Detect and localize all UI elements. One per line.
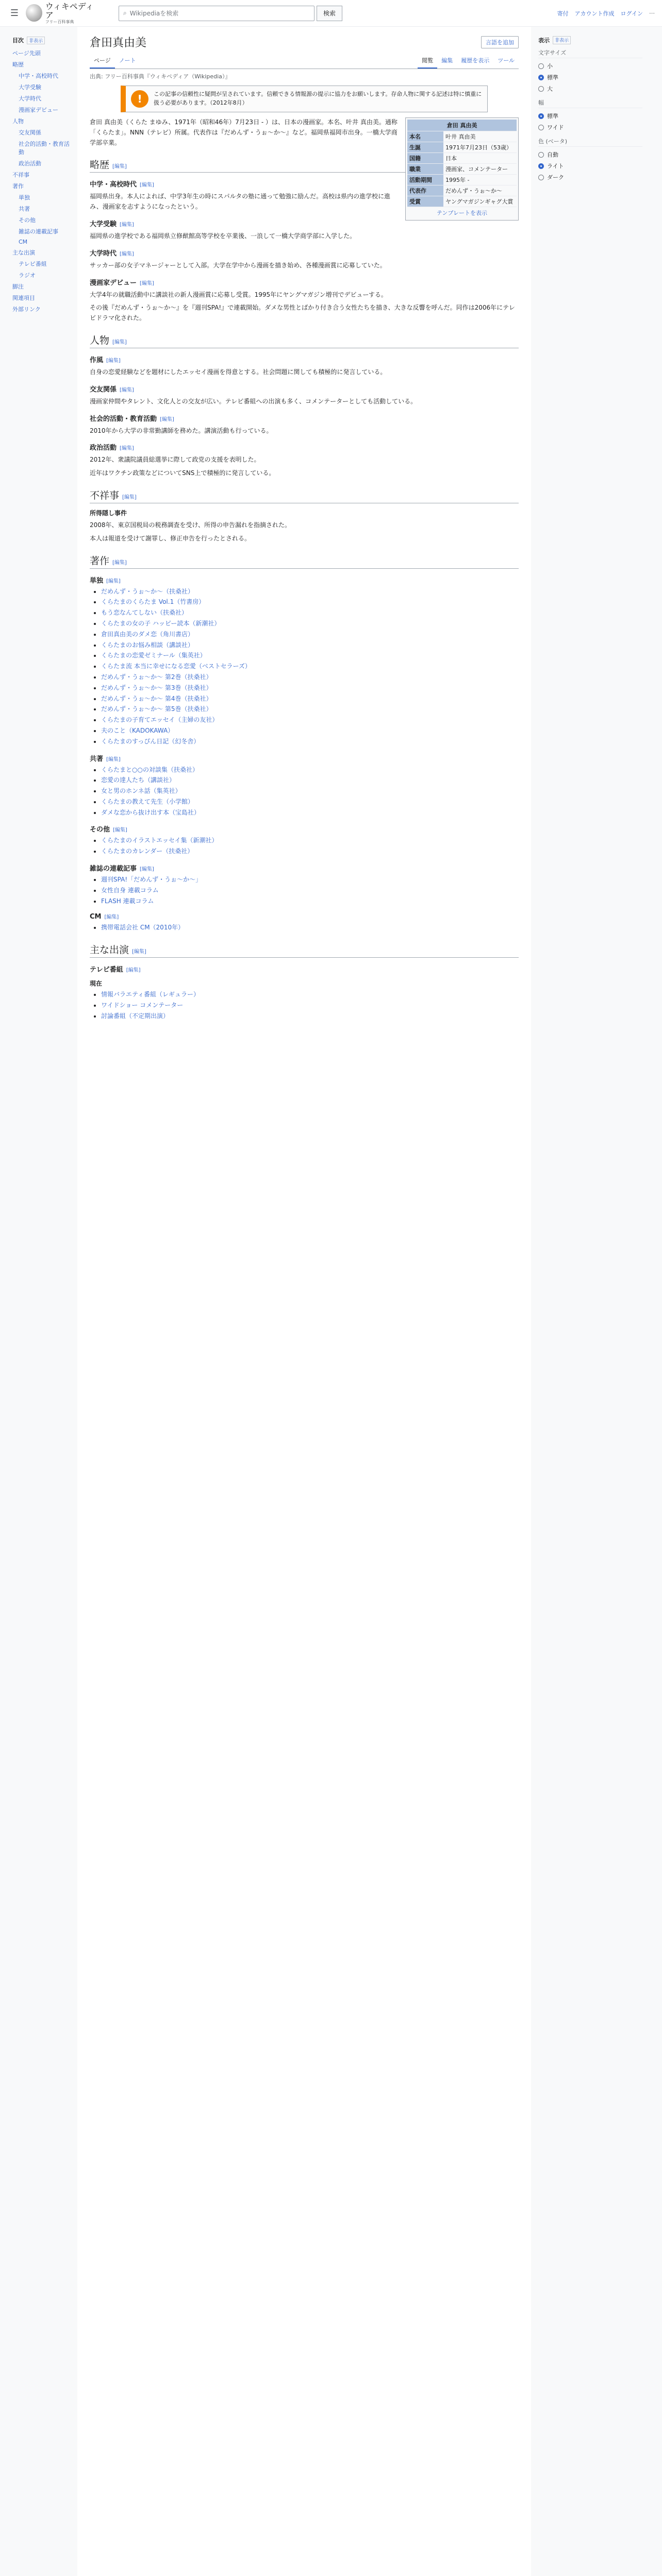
list-item bbox=[101, 775, 519, 786]
section-title: 雑誌の連載記事 bbox=[90, 865, 137, 873]
toc-hide-button[interactable]: 非表示 bbox=[27, 37, 45, 44]
section-heading-mag bbox=[90, 863, 519, 873]
user-links bbox=[557, 9, 655, 18]
paragraph: 福岡県出身。本人によれば、中学3年生の時にスパルタの塾に通って勉強に励んだ。高校は県内の進学校に進み、漫画家を志すようになったという。 bbox=[90, 193, 391, 211]
list-item bbox=[101, 875, 519, 885]
work-link[interactable]: くらたまの女の子 ハッピー読本（新潮社） bbox=[101, 619, 221, 627]
section-heading-appear bbox=[90, 942, 519, 958]
toc-item[interactable]: 著作 bbox=[12, 183, 24, 190]
section-heading-person bbox=[90, 333, 519, 348]
radio-label: 標準 bbox=[547, 113, 558, 120]
paragraph: 大学4年の就職活動中に講談社の新人漫画賞に応募し受賞。1995年にヤングマガジン増刊でデビューする。 bbox=[90, 291, 387, 298]
list-item bbox=[101, 630, 519, 640]
list-item bbox=[101, 672, 519, 683]
infobox-value: 1995年 - bbox=[443, 175, 517, 185]
list-item bbox=[101, 587, 519, 597]
color-heading: 色 (ベータ) bbox=[538, 137, 642, 147]
work-link[interactable]: くらたまのイラストエッセイ集（新潮社） bbox=[101, 837, 218, 844]
edit-section-link[interactable]: [編集] bbox=[104, 914, 119, 921]
paragraph: 福岡県の進学校である福岡県立修猷館高等学校を卒業後、一浪して一橋大学商学部に入学した。 bbox=[90, 232, 356, 240]
list-item bbox=[101, 640, 519, 651]
paragraph: 2012年、衆議院議員総選挙に際して政党の支援を表明した。 bbox=[90, 456, 260, 464]
infobox-key: 生誕 bbox=[407, 142, 443, 153]
tab-page[interactable]: ページ bbox=[90, 53, 115, 69]
work-link[interactable]: くらたまのお悩み相談（講談社） bbox=[101, 641, 194, 649]
list-item bbox=[101, 786, 519, 796]
radio-icon[interactable] bbox=[538, 63, 544, 69]
list-item bbox=[101, 765, 519, 775]
logo-title: ウィキペディア bbox=[45, 1, 94, 21]
toc-item[interactable]: 略歴 bbox=[12, 61, 24, 68]
list-item bbox=[101, 990, 519, 1000]
page-tabs bbox=[90, 53, 519, 69]
tab-tools[interactable]: ツール bbox=[498, 57, 515, 64]
section-heading-work bbox=[90, 354, 519, 364]
paragraph: サッカー部の女子マネージャーとして入部。大学在学中から漫画を描き始め、各種漫画賞に応募していた。 bbox=[90, 261, 386, 269]
list-item bbox=[101, 846, 519, 857]
toc-item[interactable]: 大学受験 bbox=[19, 84, 41, 91]
work-link[interactable]: 携帯電話会社 CM（2010年） bbox=[101, 924, 185, 931]
edit-section-link[interactable]: [編集] bbox=[106, 358, 121, 364]
works-list bbox=[90, 765, 519, 818]
list-item bbox=[101, 662, 519, 672]
section-title: 漫画家デビュー bbox=[90, 279, 137, 287]
infobox-value: 1971年7月23日（53歳） bbox=[443, 142, 517, 153]
edit-section-link[interactable]: [編集] bbox=[120, 387, 134, 393]
works-list bbox=[90, 875, 519, 906]
work-link[interactable]: 倉田真由美のダメ恋（角川書店） bbox=[101, 630, 194, 638]
page-title-row bbox=[90, 34, 519, 50]
infobox-value: 漫画家、コメンテーター bbox=[443, 164, 517, 175]
toc-item[interactable]: 単独 bbox=[19, 194, 30, 201]
radio-icon[interactable] bbox=[538, 75, 544, 80]
infobox-key: 受賞 bbox=[407, 196, 443, 207]
list-item bbox=[101, 694, 519, 704]
edit-section-link[interactable]: [編集] bbox=[140, 867, 154, 873]
work-link[interactable]: もう恋なんてしない（扶桑社） bbox=[101, 609, 188, 617]
radio-icon[interactable] bbox=[538, 86, 544, 92]
section-heading-books bbox=[90, 553, 519, 569]
list-item bbox=[101, 683, 519, 693]
list-item bbox=[101, 836, 519, 846]
list-item bbox=[101, 923, 519, 933]
list-item bbox=[101, 797, 519, 807]
top-header bbox=[0, 0, 662, 27]
radio-option[interactable] bbox=[538, 160, 642, 172]
work-link[interactable]: ダメな恋から抜け出す本（宝島社） bbox=[101, 808, 201, 816]
list-item bbox=[101, 896, 519, 907]
toc-item[interactable]: ページ先頭 bbox=[12, 50, 41, 57]
width-heading: 幅 bbox=[538, 98, 642, 108]
edit-section-link[interactable]: [編集] bbox=[140, 182, 154, 189]
toc-item[interactable]: 不祥事 bbox=[12, 172, 29, 178]
work-link[interactable]: 恋愛の達人たち（講談社） bbox=[101, 776, 176, 784]
section-title: 交友関係 bbox=[90, 385, 117, 394]
subsection-title: 所得隠し事件 bbox=[90, 509, 127, 517]
search-button[interactable]: 検索 bbox=[317, 6, 342, 21]
section-heading-univ bbox=[90, 248, 519, 258]
reliability-notice bbox=[121, 86, 488, 112]
article-source: 出典: フリー百科事典『ウィキペディア（Wikipedia）』 bbox=[90, 73, 231, 80]
toc-item[interactable]: その他 bbox=[19, 217, 36, 224]
work-link[interactable]: くらたまのくらたま Vol.1（竹書房） bbox=[101, 598, 205, 606]
infobox-row bbox=[407, 175, 517, 185]
work-link[interactable]: 情報バラエティ番組（レギュラー） bbox=[101, 991, 200, 998]
appearance-panel bbox=[531, 27, 650, 2576]
work-link[interactable]: だめんず・うぉ〜か〜 第3巻（扶桑社） bbox=[101, 684, 212, 691]
works-list bbox=[90, 990, 519, 1021]
infobox-row bbox=[407, 196, 517, 207]
tab-history[interactable]: 履歴を表示 bbox=[461, 57, 490, 64]
infobox-key: 代表作 bbox=[407, 185, 443, 196]
section-heading-tv bbox=[90, 964, 519, 974]
more-icon[interactable]: ⋯ bbox=[649, 10, 655, 16]
tab-edit[interactable]: 編集 bbox=[441, 57, 453, 64]
infobox-row bbox=[407, 131, 517, 142]
section-heading-politics bbox=[90, 442, 519, 452]
section-title: テレビ番組 bbox=[90, 966, 123, 974]
infobox-value: 日本 bbox=[443, 153, 517, 164]
toc-item[interactable]: 人物 bbox=[12, 118, 24, 125]
page-title: 倉田真由美 bbox=[90, 37, 147, 49]
work-link[interactable]: くらたまの恋愛ゼミナール（集英社） bbox=[101, 652, 206, 659]
works-list bbox=[90, 587, 519, 747]
section-title: 不祥事 bbox=[90, 489, 120, 501]
work-link[interactable]: だめんず・うぉ〜か〜 第2巻（扶桑社） bbox=[101, 673, 212, 681]
work-link[interactable]: 討論番組（不定期出演） bbox=[101, 1012, 170, 1020]
radio-option[interactable] bbox=[538, 60, 642, 72]
toc-item[interactable]: 外部リンク bbox=[12, 306, 41, 313]
section-title: 作風 bbox=[90, 356, 104, 364]
search-form bbox=[119, 6, 342, 21]
infobox-key: 国籍 bbox=[407, 153, 443, 164]
main-menu-icon[interactable]: ☰ bbox=[10, 8, 19, 19]
edit-section-link[interactable]: [編集] bbox=[106, 756, 121, 762]
infobox-row bbox=[407, 153, 517, 164]
section-title: 中学・高校時代 bbox=[90, 181, 137, 189]
section-heading-friends bbox=[90, 384, 519, 394]
toc-item[interactable]: テレビ番組 bbox=[19, 261, 47, 267]
work-link[interactable]: くらたまのすっぴん日記（幻冬舎） bbox=[101, 737, 200, 745]
work-link[interactable]: くらたま流 本当に幸せになる恋愛（ベストセラーズ） bbox=[101, 663, 251, 670]
section-title: 主な出演 bbox=[90, 944, 129, 956]
radio-label: 標準 bbox=[547, 74, 558, 81]
list-item bbox=[101, 886, 519, 896]
toc-item[interactable]: 政治活動 bbox=[19, 160, 41, 167]
infobox-key: 活動期間 bbox=[407, 175, 443, 185]
toc-item[interactable]: 雑誌の連載記事 bbox=[19, 228, 58, 235]
section-heading-cm bbox=[90, 912, 519, 921]
work-link[interactable]: 週刊SPA!「だめんず・うぉ〜か〜」 bbox=[101, 876, 202, 884]
paragraph: 2010年から大学の非常勤講師を務めた。講演活動も行っている。 bbox=[90, 427, 273, 434]
article bbox=[77, 27, 531, 2576]
section-title: 大学受験 bbox=[90, 220, 117, 228]
section-title: CM bbox=[90, 913, 102, 921]
toc-item[interactable]: ラジオ bbox=[19, 272, 36, 279]
section-heading-debut bbox=[90, 277, 519, 287]
infobox-value: だめんず・うぉ〜か〜 bbox=[443, 185, 517, 196]
intro-paragraph: 倉田 真由美（くらた まゆみ、1971年（昭和46年）7月23日 - ）は、日本の漫画家。本名、叶井 真由美。通称「くらたま」。NNN（テレビ）所属。代表作は『だめんず・うぉ〜か〜』など。福岡県福岡市出身。一橋大学商学部卒業。 bbox=[90, 118, 398, 146]
list-item bbox=[101, 1011, 519, 1022]
work-link[interactable]: だめんず・うぉ〜か〜 第4巻（扶桑社） bbox=[101, 694, 212, 702]
list-item bbox=[101, 726, 519, 736]
text-size-heading: 文字サイズ bbox=[538, 48, 642, 58]
list-item bbox=[101, 704, 519, 715]
works-list bbox=[90, 836, 519, 857]
edit-section-link[interactable]: [編集] bbox=[120, 222, 134, 228]
warning-icon: ! bbox=[131, 90, 148, 108]
paragraph: 2008年、東京国税局の税務調査を受け、所得の申告漏れを指摘された。 bbox=[90, 521, 291, 529]
login-link[interactable]: ログイン bbox=[620, 10, 643, 17]
logo-subtitle: フリー百科事典 bbox=[45, 19, 74, 24]
infobox-title: 倉田 真由美 bbox=[407, 120, 517, 131]
radio-option[interactable] bbox=[538, 122, 642, 133]
wikipedia-logo[interactable] bbox=[26, 2, 98, 25]
works-list bbox=[90, 923, 519, 933]
infobox bbox=[405, 117, 519, 221]
radio-label: ダーク bbox=[547, 174, 564, 181]
work-link[interactable]: くらたまの子育てエッセイ（主婦の友社） bbox=[101, 716, 219, 724]
paragraph: 近年はワクチン政策などについてSNS上で積極的に発言している。 bbox=[90, 469, 275, 477]
radio-icon[interactable] bbox=[538, 175, 544, 180]
infobox-row bbox=[407, 142, 517, 153]
toc-item[interactable]: 主な出演 bbox=[12, 249, 35, 256]
infobox-key: 職業 bbox=[407, 164, 443, 175]
radio-label: 大 bbox=[547, 86, 553, 92]
work-link[interactable]: くらたまの教えて先生（小学館） bbox=[101, 798, 194, 805]
radio-icon[interactable] bbox=[538, 163, 544, 169]
list-item bbox=[101, 808, 519, 818]
work-link[interactable]: くらたまのカレンダー（扶桑社） bbox=[101, 848, 194, 855]
section-heading-scandal bbox=[90, 488, 519, 503]
list-item bbox=[101, 1001, 519, 1011]
radio-label: ライト bbox=[547, 163, 564, 170]
toc-item[interactable]: 大学時代 bbox=[19, 95, 41, 102]
edit-section-link[interactable]: [編集] bbox=[112, 560, 127, 566]
radio-option[interactable] bbox=[538, 110, 642, 122]
toc-item[interactable]: 漫画家デビュー bbox=[19, 107, 58, 113]
toc-title: 目次 bbox=[12, 37, 24, 44]
list-item bbox=[101, 608, 519, 618]
radio-label: 小 bbox=[547, 63, 553, 70]
toc-item[interactable]: 共著 bbox=[19, 206, 30, 212]
edit-section-link[interactable]: [編集] bbox=[132, 949, 146, 955]
tab-talk[interactable]: ノート bbox=[119, 57, 136, 64]
radio-label: ワイド bbox=[547, 124, 564, 131]
section-title: 社会的活動・教育活動 bbox=[90, 415, 157, 423]
radio-option[interactable] bbox=[538, 172, 642, 183]
paragraph: 漫画家仲間やタレント、文化人との交友が広い。テレビ番組への出演も多く、コメンテーターとしても活動している。 bbox=[90, 397, 417, 405]
appearance-hide-button[interactable]: 非表示 bbox=[553, 36, 571, 44]
radio-label: 自動 bbox=[547, 151, 558, 158]
section-title: 人物 bbox=[90, 334, 110, 346]
work-link[interactable]: だめんず・うぉ〜か〜 第5巻（扶桑社） bbox=[101, 705, 212, 713]
list-item bbox=[101, 597, 519, 607]
radio-icon[interactable] bbox=[538, 125, 544, 130]
section-title: その他 bbox=[90, 826, 110, 834]
edit-section-link[interactable]: [編集] bbox=[160, 416, 174, 422]
edit-section-link[interactable]: [編集] bbox=[126, 968, 141, 974]
globe-icon bbox=[26, 4, 42, 22]
toc-item[interactable]: 関連項目 bbox=[12, 295, 35, 301]
edit-section-link[interactable]: [編集] bbox=[112, 339, 127, 345]
appearance-title: 表示 bbox=[538, 37, 550, 44]
radio-icon[interactable] bbox=[538, 152, 544, 158]
toc-item[interactable]: 中学・高校時代 bbox=[19, 73, 58, 79]
section-title: 大学時代 bbox=[90, 249, 117, 258]
donate-link[interactable]: 寄付 bbox=[557, 10, 569, 17]
search-input[interactable] bbox=[119, 6, 315, 21]
edit-section-link[interactable]: [編集] bbox=[140, 280, 154, 286]
search-icon: ⌕ bbox=[123, 9, 127, 16]
list-item bbox=[101, 737, 519, 747]
work-link[interactable]: だめんず・うぉ〜か〜（扶桑社） bbox=[101, 587, 194, 595]
edit-section-link[interactable]: [編集] bbox=[122, 494, 137, 500]
infobox-row bbox=[407, 164, 517, 175]
toc-item[interactable]: 交友関係 bbox=[19, 129, 41, 136]
section-heading-other bbox=[90, 824, 519, 834]
work-link[interactable]: ワイドショー コメンテーター bbox=[101, 1002, 184, 1009]
paragraph: 本人は報道を受けて謝罪し、修正申告を行ったとされる。 bbox=[90, 534, 251, 542]
tab-read[interactable]: 閲覧 bbox=[418, 53, 437, 69]
edit-section-link[interactable]: [編集] bbox=[106, 578, 121, 584]
work-link[interactable]: 女性自身 連載コラム bbox=[101, 886, 159, 894]
language-button[interactable]: 言語を追加 bbox=[481, 36, 519, 48]
notice-text: この記事の信頼性に疑問が呈されています。信頼できる情報源の提示に協力をお願いします。存命人物に関する記述は特に慎重に扱う必要があります。（2012年8月） bbox=[154, 91, 482, 106]
paragraph: 自身の恋愛経験などを題材にしたエッセイ漫画を得意とする。社会問題に関しても積極的に発言している。 bbox=[90, 368, 387, 376]
work-link[interactable]: くらたまと○○の対談集（扶桑社） bbox=[101, 766, 198, 773]
list-item bbox=[101, 619, 519, 629]
create-account-link[interactable]: アカウント作成 bbox=[574, 10, 615, 17]
section-title: 著作 bbox=[90, 555, 110, 567]
paragraph: その後『だめんず・うぉ〜か〜』を『週刊SPA!』で連載開始。ダメな男性とばかり付き合う女性たちを描き、大きな反響を呼んだ。同作は2006年にテレビドラマ化された。 bbox=[90, 304, 515, 322]
infobox-key: 本名 bbox=[407, 131, 443, 142]
toc-item[interactable]: 脚注 bbox=[12, 283, 24, 290]
section-title: 単独 bbox=[90, 577, 104, 585]
work-link[interactable]: 女と男のホンネ話（集英社） bbox=[101, 787, 181, 795]
section-heading-coauthor bbox=[90, 753, 519, 763]
search-placeholder: Wikipediaを検索 bbox=[129, 10, 179, 17]
section-heading-single bbox=[90, 575, 519, 585]
infobox-value: 叶井 真由美 bbox=[443, 131, 517, 142]
edit-section-link[interactable]: [編集] bbox=[112, 164, 127, 170]
toc-item[interactable]: 社会的活動・教育活動 bbox=[19, 141, 70, 156]
radio-option[interactable] bbox=[538, 83, 642, 94]
toc-sidebar bbox=[0, 27, 77, 2576]
infobox-value: ヤングマガジンギャグ大賞 bbox=[443, 196, 517, 207]
list-item bbox=[101, 715, 519, 725]
radio-option[interactable] bbox=[538, 149, 642, 160]
radio-icon[interactable] bbox=[538, 113, 544, 119]
work-link[interactable]: 夫のこと（KADOKAWA） bbox=[101, 726, 174, 734]
radio-option[interactable] bbox=[538, 72, 642, 83]
toc-item[interactable]: CM bbox=[19, 239, 28, 245]
edit-section-link[interactable]: [編集] bbox=[120, 446, 134, 452]
subsection-title: 現在 bbox=[90, 980, 103, 988]
section-title: 略歴 bbox=[90, 159, 110, 171]
section-title: 政治活動 bbox=[90, 444, 117, 452]
edit-section-link[interactable]: [編集] bbox=[113, 827, 127, 834]
edit-section-link[interactable]: [編集] bbox=[120, 251, 134, 257]
list-item bbox=[101, 651, 519, 661]
work-link[interactable]: FLASH 連載コラム bbox=[101, 897, 154, 905]
infobox-template-link[interactable]: テンプレートを表示 bbox=[407, 207, 517, 218]
section-title: 共著 bbox=[90, 755, 104, 763]
section-heading-social bbox=[90, 413, 519, 423]
infobox-row bbox=[407, 185, 517, 196]
